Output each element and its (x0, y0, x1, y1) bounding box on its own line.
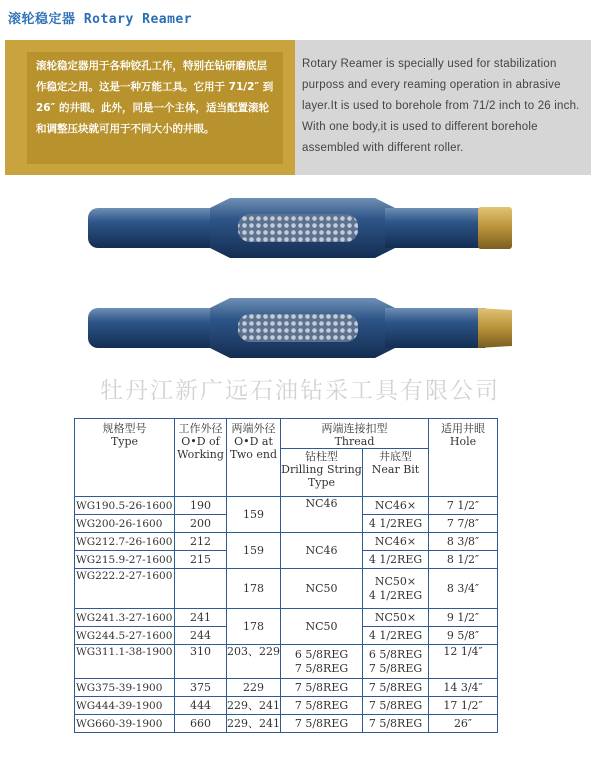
header-drilling-string: 钻柱型 Drilling String Type (281, 449, 363, 497)
cell-near-bit: 4 1/2REG (363, 627, 429, 645)
table-row (75, 609, 498, 627)
cell-hole: 8 3/4″ (429, 569, 498, 609)
cell-near-bit: NC46× (363, 533, 429, 551)
cell-hole: 7 7/8″ (429, 515, 498, 533)
table-row (75, 533, 498, 551)
cell-near-bit: NC50× (363, 609, 429, 627)
cell-two-end: 229、241 (227, 697, 281, 715)
cell-od: 212 (175, 533, 227, 551)
cell-near-bit: 4 1/2REG (363, 551, 429, 569)
cell-model: WG244.5-27-1600 (75, 627, 175, 645)
cell-two-end: 178 (227, 609, 281, 645)
header-od-two-end: 两端外径 O•D at Two end (227, 419, 281, 497)
intro-english-panel (295, 40, 591, 175)
header-thread: 两端连接扣型 Thread (281, 419, 429, 449)
cell-od: 190 (175, 497, 227, 515)
intro-english-text: Rotary Reamer is specially used for stabilization purposs and every reaming operation in abrasive layer.It is used to borehole from 71/2 inch to 26 inch. With one body,it is used to different borehole assembled with different roller. (302, 58, 580, 154)
page-title: 滚轮稳定器 Rotary Reamer (8, 12, 193, 27)
cell-near-bit: NC46× (363, 497, 429, 515)
cell-model: WG222.2-27-1600 (75, 569, 175, 609)
cell-od (175, 569, 227, 609)
cell-drilling-thread: 7 5/8REG (281, 697, 363, 715)
cell-od: 241 (175, 609, 227, 627)
cell-model: WG660-39-1900 (75, 715, 175, 733)
cell-drilling-thread: 7 5/8REG (281, 679, 363, 697)
table-row (75, 679, 498, 697)
table-row (75, 645, 498, 679)
intro-chinese-panel (5, 40, 295, 175)
cell-drilling-thread: 7 5/8REG (281, 715, 363, 733)
product-photo (80, 180, 520, 370)
cell-hole: 7 1/2″ (429, 497, 498, 515)
company-watermark: 牡丹江新广远石油钻采工具有限公司 (100, 378, 500, 404)
cell-model: WG215.9-27-1600 (75, 551, 175, 569)
cell-near-bit: NC50× 4 1/2REG (363, 569, 429, 609)
cell-hole: 9 1/2″ (429, 609, 498, 627)
cell-hole: 17 1/2″ (429, 697, 498, 715)
cell-hole: 9 5/8″ (429, 627, 498, 645)
cell-drilling-thread: NC50 (281, 569, 363, 609)
header-hole: 适用井眼 Hole (429, 419, 498, 497)
cell-drilling-thread: NC50 (281, 609, 363, 645)
cell-model: WG375-39-1900 (75, 679, 175, 697)
cell-od: 215 (175, 551, 227, 569)
cell-near-bit: 7 5/8REG (363, 679, 429, 697)
table-row (75, 715, 498, 733)
table-row (75, 569, 498, 609)
cell-drilling-thread: 6 5/8REG 7 5/8REG (281, 645, 363, 679)
cell-od: 444 (175, 697, 227, 715)
cell-two-end: 159 (227, 497, 281, 533)
cell-hole: 14 3/4″ (429, 679, 498, 697)
intro-panel (5, 40, 591, 175)
cell-model: WG200-26-1600 (75, 515, 175, 533)
cell-model: WG212.7-26-1600 (75, 533, 175, 551)
intro-chinese-text: 滚轮稳定器用于各种铰孔工作，特别在钻研磨底层作稳定之用。这是一种万能工具。它用于 71/2″ 到 26″ 的井眼。此外，同是一个主体，适当配置滚轮和调整压块就可用于不同大小的井眼。 (36, 60, 274, 135)
cell-model: WG190.5-26-1600 (75, 497, 175, 515)
cell-two-end: 229 (227, 679, 281, 697)
cell-od: 200 (175, 515, 227, 533)
cell-model: WG444-39-1900 (75, 697, 175, 715)
cell-model: WG241.3-27-1600 (75, 609, 175, 627)
cell-drilling-thread: NC46 (281, 497, 363, 533)
table-row (75, 497, 498, 515)
cell-hole: 26″ (429, 715, 498, 733)
header-type: 规格型号 Type (75, 419, 175, 497)
cell-two-end: 178 (227, 569, 281, 609)
cell-od: 660 (175, 715, 227, 733)
cell-near-bit: 6 5/8REG 7 5/8REG (363, 645, 429, 679)
cell-hole: 8 1/2″ (429, 551, 498, 569)
header-near-bit: 井底型 Near Bit (363, 449, 429, 497)
cell-od: 244 (175, 627, 227, 645)
table-row (75, 697, 498, 715)
cell-drilling-thread: NC46 (281, 533, 363, 569)
cell-near-bit: 7 5/8REG (363, 697, 429, 715)
cell-two-end: 229、241 (227, 715, 281, 733)
reamer-tool-bottom (88, 298, 512, 358)
cell-model: WG311.1-38-1900 (75, 645, 175, 679)
cell-two-end: 159 (227, 533, 281, 569)
cell-hole: 12 1/4″ (429, 645, 498, 679)
cell-od: 375 (175, 679, 227, 697)
cell-near-bit: 4 1/2REG (363, 515, 429, 533)
cell-hole: 8 3/8″ (429, 533, 498, 551)
spec-table (74, 418, 498, 733)
cell-od: 310 (175, 645, 227, 679)
header-od-working: 工作外径 O•D of Working (175, 419, 227, 497)
cell-near-bit: 7 5/8REG (363, 715, 429, 733)
cell-two-end: 203、229 (227, 645, 281, 679)
reamer-tool-top (88, 198, 512, 258)
